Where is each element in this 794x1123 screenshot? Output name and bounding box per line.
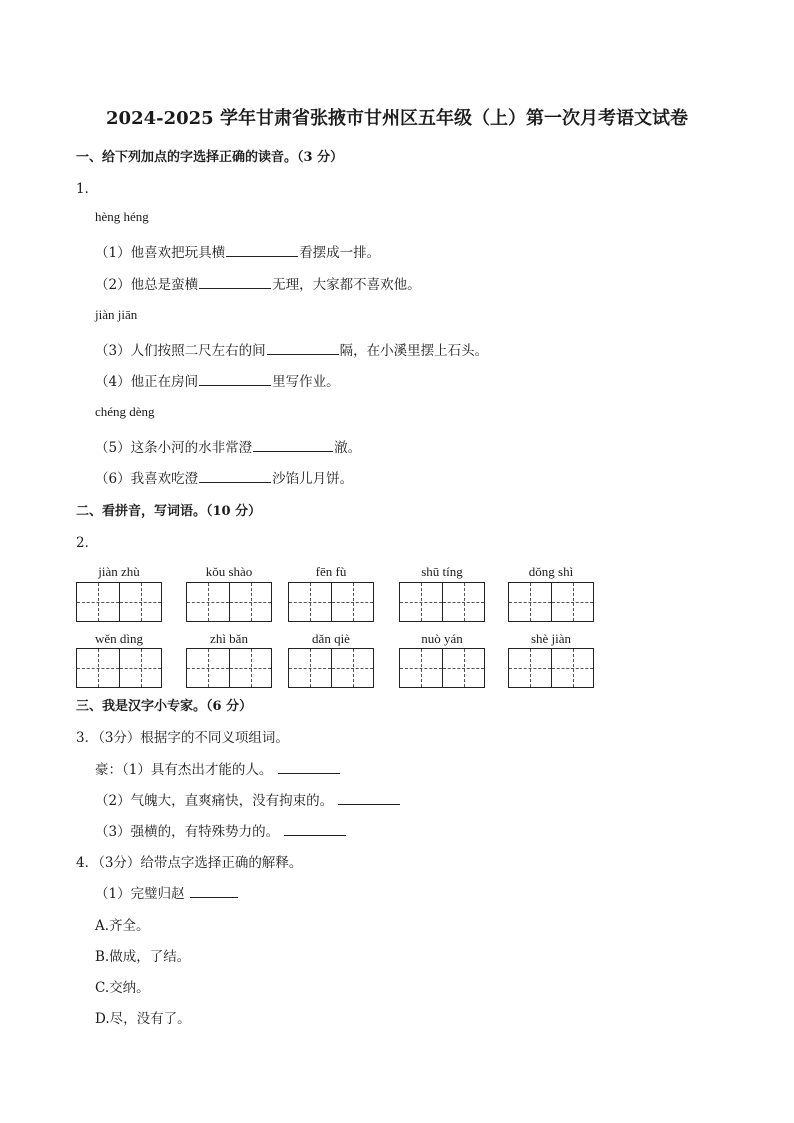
q4-item-1-text: （1）完璧归赵 [95, 886, 185, 902]
pinyin-label: fēn fù [315, 564, 347, 579]
item-1-text: （1）他喜欢把玩具横 [95, 245, 226, 261]
writing-grid-box[interactable] [76, 648, 162, 688]
question-4: 4．（3分）给带点字选择正确的解释。 [76, 855, 303, 871]
grid-guide-vertical [530, 649, 531, 687]
grid-guide-vertical [353, 583, 354, 621]
writing-grid-box[interactable] [508, 582, 594, 622]
grid-guide-vertical [310, 649, 311, 687]
item-4-text: （4）他正在房间 [95, 374, 199, 390]
pinyin-label: jiàn zhù [98, 564, 140, 579]
item-6-text: （6）我喜欢吃澄 [95, 471, 199, 487]
question-3: 3．（3分）根据字的不同义项组词。 [76, 730, 289, 746]
writing-grid-box[interactable] [508, 648, 594, 688]
grid-guide-vertical [310, 583, 311, 621]
character-cell[interactable] [229, 583, 271, 621]
q3-item-2-text: （2）气魄大，直爽痛快，没有拘束的。 [95, 793, 334, 809]
answer-blank-q3-1[interactable] [278, 760, 340, 774]
answer-blank-5[interactable] [253, 438, 333, 452]
question-item-6 [95, 467, 353, 487]
question-3-item-2 [95, 789, 401, 809]
pinyin-label: kǒu shào [205, 564, 253, 579]
section-3-heading: 三、我是汉字小专家。（6 分） [76, 699, 253, 714]
writing-grid-box[interactable] [76, 582, 162, 622]
pinyin-label: wěn dìng [94, 631, 144, 646]
character-cell[interactable] [229, 649, 271, 687]
pinyin-options-c: chéng dèng [95, 404, 155, 419]
writing-grid-box[interactable] [288, 582, 374, 622]
question-item-2 [95, 273, 421, 293]
grid-guide-vertical [353, 649, 354, 687]
character-cell[interactable] [442, 583, 484, 621]
answer-blank-2[interactable] [199, 275, 271, 289]
pinyin-label: dǒng shì [528, 564, 574, 579]
answer-blank-q3-2[interactable] [338, 791, 400, 805]
option-d[interactable]: D.尽，没有了。 [95, 1011, 191, 1027]
answer-blank-q4-1[interactable] [190, 884, 238, 898]
page-title: 2024-2025 学年甘肃省张掖市甘州区五年级（上）第一次月考语文试卷 [106, 108, 688, 129]
writing-grid-box[interactable] [399, 648, 485, 688]
character-cell[interactable] [509, 583, 551, 621]
grid-guide-vertical [421, 649, 422, 687]
character-cell[interactable] [400, 649, 442, 687]
q3-item-1-text: 豪：（1）具有杰出才能的人。 [95, 762, 273, 778]
grid-guide-vertical [208, 649, 209, 687]
option-a[interactable]: A.齐全。 [95, 918, 150, 934]
item-2-text: （2）他总是蛮横 [95, 277, 199, 293]
section-2-heading: 二、看拼音，写词语。（10 分） [76, 504, 262, 519]
character-cell[interactable] [509, 649, 551, 687]
grid-guide-vertical [251, 583, 252, 621]
pinyin-options-a: hèng héng [95, 209, 149, 224]
character-cell[interactable] [77, 649, 119, 687]
item-6-text-end: 沙馅儿月饼。 [272, 471, 354, 487]
character-cell[interactable] [289, 649, 331, 687]
writing-grid-box[interactable] [186, 648, 272, 688]
item-5-text: （5）这条小河的水非常澄 [95, 440, 253, 456]
item-2-text-end: 无理，大家都不喜欢他。 [272, 277, 421, 293]
item-3-text: （3）人们按照二尺左右的间 [95, 343, 266, 359]
writing-grid-box[interactable] [186, 582, 272, 622]
question-2-number: 2． [76, 535, 99, 551]
character-cell[interactable] [289, 583, 331, 621]
question-4-item-1 [95, 882, 239, 902]
question-3-item-1 [95, 758, 341, 778]
writing-grid-box[interactable] [288, 648, 374, 688]
pinyin-label: dǎn qiè [312, 631, 350, 646]
question-item-4 [95, 370, 340, 390]
answer-blank-q3-3[interactable] [284, 822, 346, 836]
q3-item-3-text: （3）强横的，有特殊势力的。 [95, 824, 280, 840]
item-4-text-end: 里写作业。 [272, 374, 340, 390]
character-cell[interactable] [400, 583, 442, 621]
grid-guide-vertical [141, 583, 142, 621]
character-cell[interactable] [331, 649, 373, 687]
grid-guide-vertical [573, 583, 574, 621]
character-cell[interactable] [331, 583, 373, 621]
option-c[interactable]: C.交纳。 [95, 980, 150, 996]
pinyin-label: zhì bǎn [210, 631, 248, 646]
pinyin-label: shè jiàn [530, 631, 572, 646]
grid-guide-vertical [98, 649, 99, 687]
section-1-heading: 一、给下列加点的字选择正确的读音。（3 分） [76, 150, 344, 165]
character-cell[interactable] [119, 649, 161, 687]
grid-guide-vertical [464, 649, 465, 687]
grid-guide-vertical [573, 649, 574, 687]
grid-guide-vertical [251, 649, 252, 687]
character-cell[interactable] [551, 583, 593, 621]
answer-blank-4[interactable] [199, 372, 271, 386]
grid-guide-vertical [98, 583, 99, 621]
answer-blank-6[interactable] [199, 469, 271, 483]
pinyin-label: shū tíng [421, 564, 463, 579]
character-cell[interactable] [187, 649, 229, 687]
item-1-text-end: 看摆成一排。 [299, 245, 381, 261]
character-cell[interactable] [119, 583, 161, 621]
grid-guide-vertical [141, 649, 142, 687]
question-item-1 [95, 241, 380, 261]
grid-guide-vertical [421, 583, 422, 621]
character-cell[interactable] [77, 583, 119, 621]
answer-blank-3[interactable] [267, 341, 339, 355]
character-cell[interactable] [187, 583, 229, 621]
pinyin-options-b: jiàn jiān [95, 307, 138, 322]
answer-blank-1[interactable] [226, 243, 298, 257]
option-b[interactable]: B.做成，了结。 [95, 949, 191, 965]
character-cell[interactable] [442, 649, 484, 687]
item-3-text-end: 隔，在小溪里摆上石头。 [339, 343, 489, 359]
pinyin-label: nuò yán [421, 631, 463, 646]
item-5-text-end: 澈。 [334, 440, 362, 456]
character-cell[interactable] [551, 649, 593, 687]
grid-guide-vertical [464, 583, 465, 621]
question-3-item-3 [95, 820, 347, 840]
writing-grid-box[interactable] [399, 582, 485, 622]
grid-guide-vertical [530, 583, 531, 621]
grid-guide-vertical [208, 583, 209, 621]
question-item-5 [95, 436, 361, 456]
question-item-3 [95, 339, 488, 359]
question-1-number: 1． [76, 181, 99, 197]
